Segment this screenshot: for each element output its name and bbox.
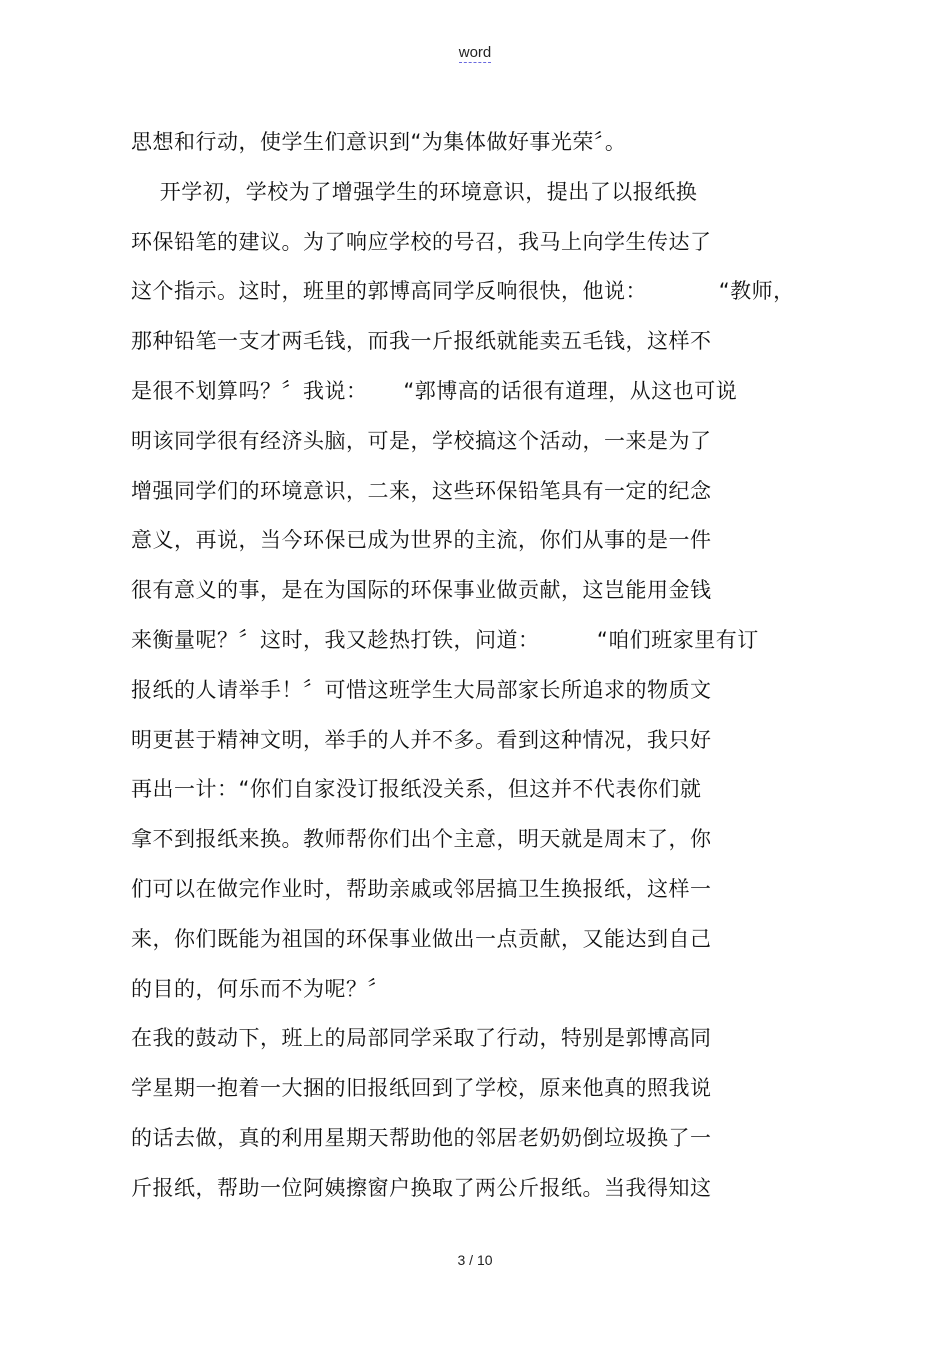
text-line: 意义，再说，当今环保已成为世界的主流，你们从事的是一件 (131, 528, 712, 553)
text-line: 明更甚于精神文明，举手的人并不多。看到这种情况，我只好 (131, 727, 712, 752)
text-line: 来，你们既能为祖国的环保事业做出一点贡献，又能达到自己 (131, 926, 712, 951)
text-line: 报纸的人请举手！〞可惜这班学生大局部家长所追求的物质文 (131, 677, 712, 702)
text-line: 拿不到报纸来换。教师帮你们出个主意，明天就是周末了，你 (131, 827, 712, 852)
text-line: 来衡量呢？〞这时，我又趁热打铁，问道： “咱们班家里有订 (131, 627, 759, 652)
text-line: 明该同学很有经济头脑，可是，学校搞这个活动，一来是为了 (131, 428, 712, 453)
text-line: 这个指示。这时，班里的郭博高同学反响很快，他说： “教师， (131, 279, 795, 304)
text-line: 学星期一抱着一大捆的旧报纸回到了学校，原来他真的照我说 (131, 1076, 712, 1101)
text-line: 开学初，学校为了增强学生的环境意识，提出了以报纸换 (131, 179, 698, 204)
text-line: 在我的鼓动下，班上的局部同学采取了行动，特别是郭博高同 (131, 1026, 712, 1051)
text-line: 的话去做，真的利用星期天帮助他的邻居老奶奶倒垃圾换了一 (131, 1125, 712, 1150)
text-line: 增强同学们的环境意识，二来，这些环保铅笔具有一定的纪念 (131, 478, 712, 503)
text-line: 再出一计：“你们自家没订报纸没关系，但这并不代表你们就 (131, 777, 702, 802)
text-line: 环保铅笔的建议。为了响应学校的号召，我马上向学生传达了 (131, 229, 712, 254)
page-number: 3 / 10 (457, 1252, 493, 1268)
text-line: 的目的，何乐而不为呢？〞 (131, 976, 389, 1001)
text-line: 思想和行动，使学生们意识到“为集体做好事光荣〞。 (131, 130, 627, 154)
page-header (0, 44, 950, 61)
header-label: word (458, 44, 492, 61)
text-line: 那种铅笔一支才两毛钱，而我一斤报纸就能卖五毛钱，这样不 (131, 329, 712, 354)
text-line: 斤报纸，帮助一位阿姨擦窗户换取了两公斤报纸。当我得知这 (131, 1175, 712, 1200)
body-text (131, 118, 821, 1214)
text-line: 很有意义的事，是在为国际的环保事业做贡献，这岂能用金钱 (131, 578, 712, 603)
text-line: 们可以在做完作业时，帮助亲戚或邻居搞卫生换报纸，这样一 (131, 876, 712, 901)
text-line: 是很不划算吗？〞我说： “郭博高的话很有道理，从这也可说 (131, 378, 738, 403)
